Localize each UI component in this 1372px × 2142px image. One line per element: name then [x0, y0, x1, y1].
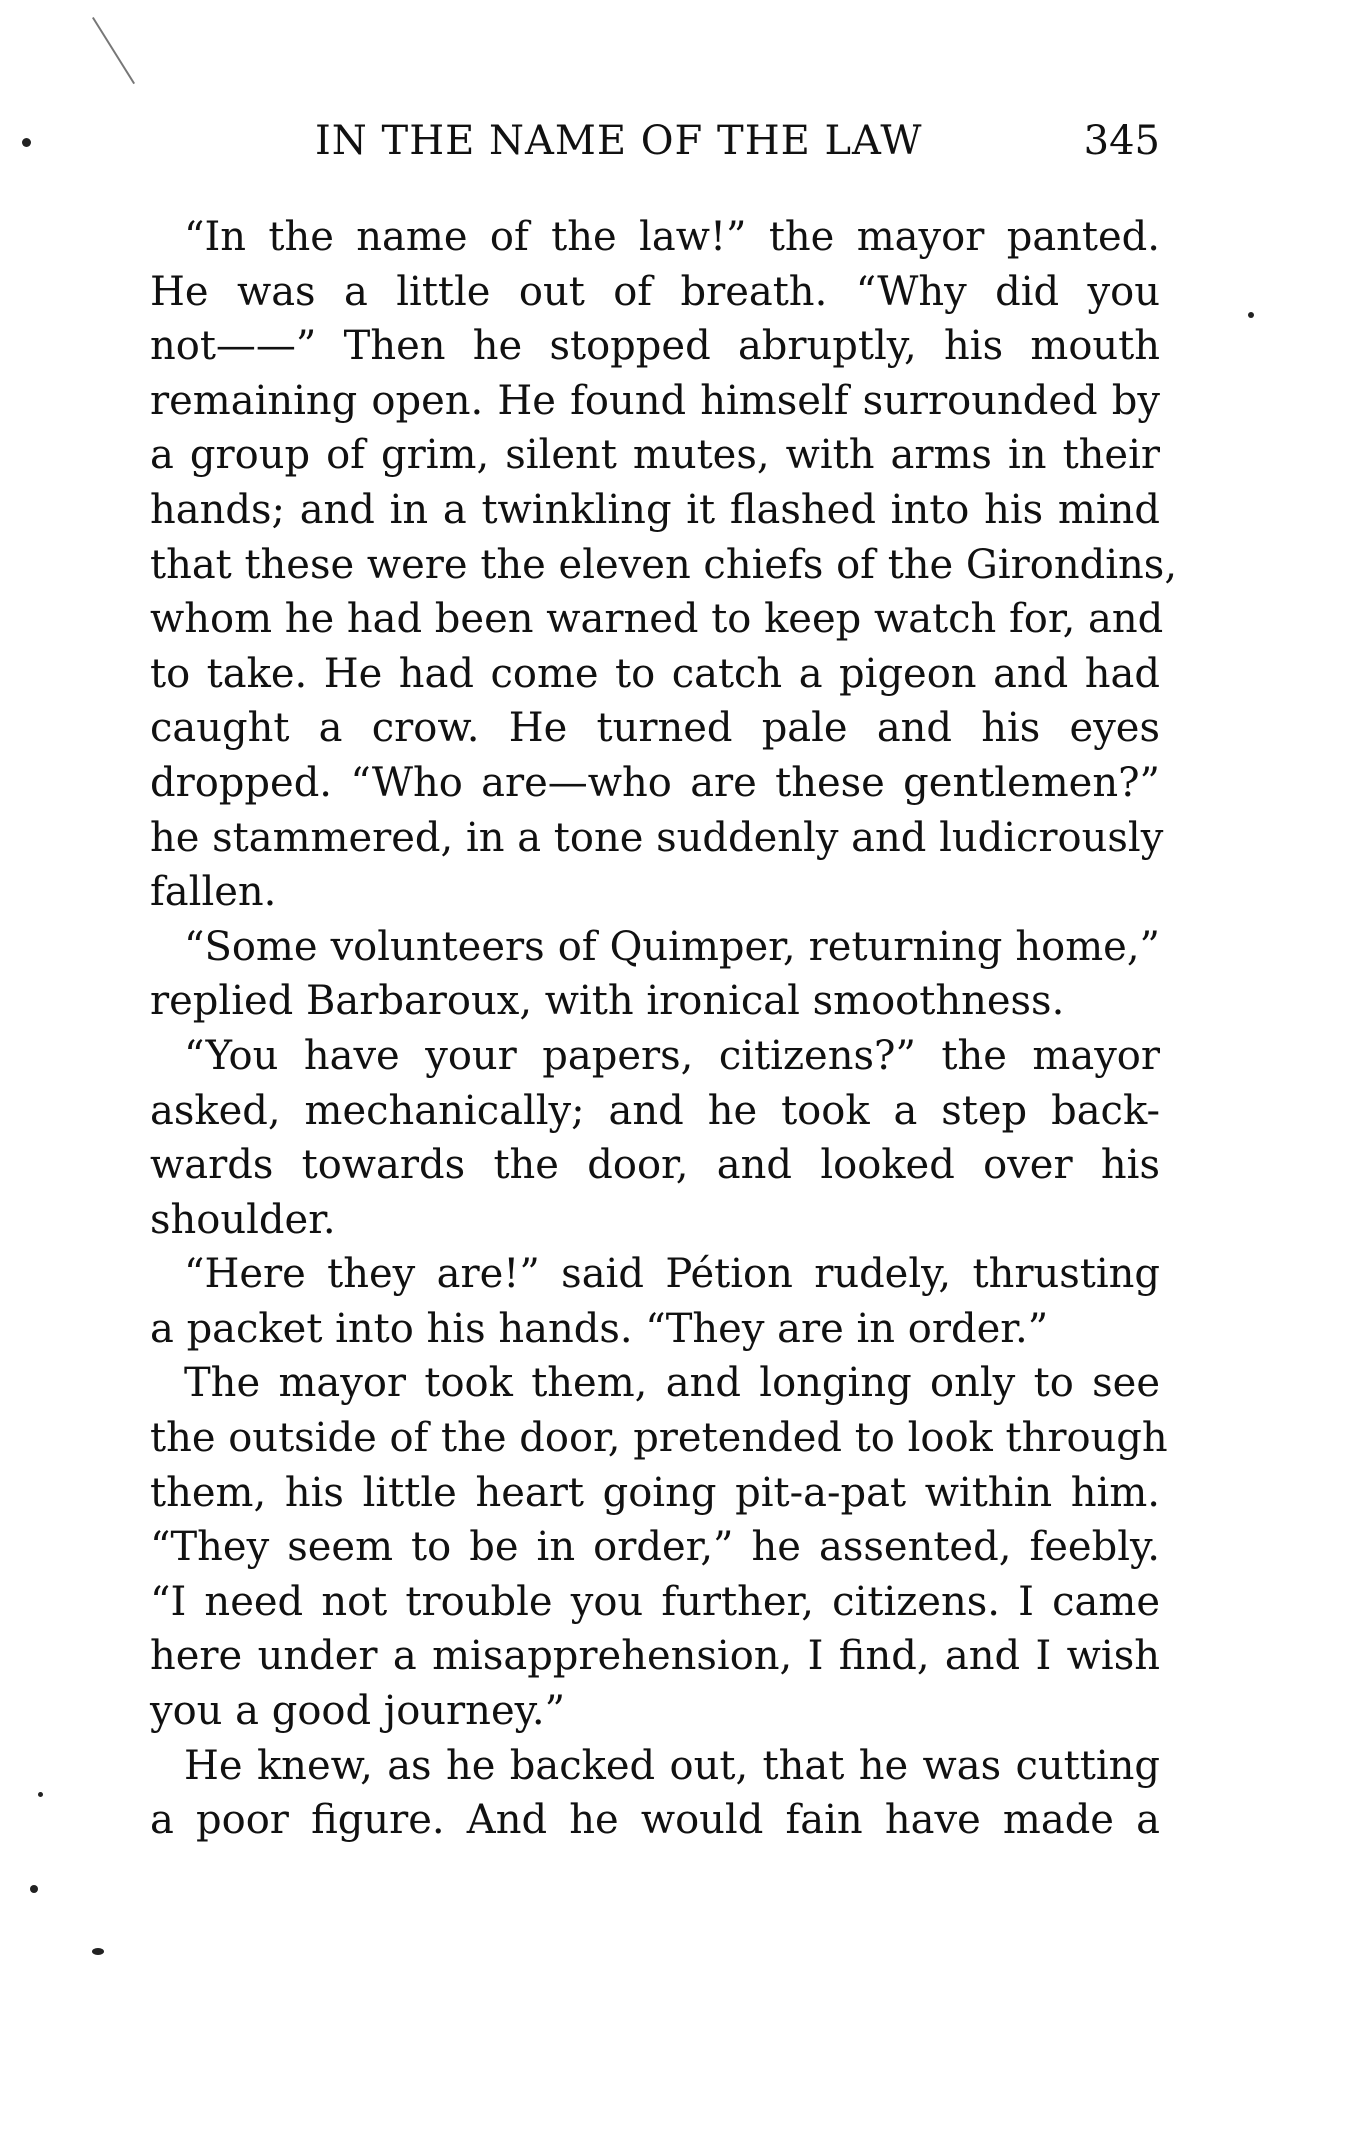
running-title: IN THE NAME OF THE LAW	[315, 118, 923, 164]
running-head	[150, 118, 1160, 178]
text-line: “Some volunteers of Quimper, returning home,”	[184, 923, 1160, 970]
text-line: fallen.	[150, 869, 277, 916]
ink-speck	[30, 1885, 38, 1893]
text-line: a group of grim, silent mutes, with arms in their	[150, 432, 1160, 479]
text-line: a packet into his hands. “They are in order.”	[150, 1305, 1049, 1352]
text-line: to take. He had come to catch a pigeon and had	[150, 650, 1160, 697]
text-line: shoulder.	[150, 1196, 336, 1243]
text-line: The mayor took them, and longing only to see	[184, 1360, 1160, 1407]
text-line: hands; and in a twinkling it flashed into his mind	[150, 486, 1160, 533]
ink-speck	[1248, 312, 1254, 318]
scan-mark-stroke	[92, 17, 135, 84]
page-number: 345	[1083, 118, 1160, 164]
text-line: dropped. “Who are—who are these gentlemen?”	[150, 759, 1160, 806]
ink-speck	[92, 1948, 104, 1955]
body-text	[150, 210, 1178, 1848]
text-line: “Here they are!” said Pétion rudely, thrusting	[184, 1251, 1160, 1298]
text-line: he stammered, in a tone suddenly and ludicrously	[150, 814, 1164, 861]
text-line: whom he had been warned to keep watch for, and	[150, 596, 1164, 643]
ink-speck	[22, 138, 31, 147]
text-line: He was a little out of breath. “Why did you	[150, 268, 1160, 315]
text-line: “In the name of the law!” the mayor panted.	[184, 214, 1160, 260]
text-line: remaining open. He found himself surrounded by	[150, 377, 1160, 424]
text-line: a poor figure. And he would fain have made a	[150, 1797, 1160, 1844]
text-line: not——” Then he stopped abruptly, his mouth	[150, 323, 1160, 370]
text-line: “They seem to be in order,” he assented, feebly.	[150, 1524, 1160, 1571]
text-line: that these were the eleven chiefs of the Girondins,	[150, 541, 1178, 588]
ink-speck	[38, 1792, 43, 1797]
text-line: here under a misapprehension, I find, and I wish	[150, 1633, 1160, 1680]
text-line: caught a crow. He turned pale and his eyes	[150, 705, 1160, 752]
text-line: replied Barbaroux, with ironical smoothness.	[150, 978, 1065, 1025]
text-line: asked, mechanically; and he took a step back-	[150, 1087, 1160, 1134]
text-line: them, his little heart going pit-a-pat within him.	[150, 1469, 1160, 1516]
text-line: “I need not trouble you further, citizens. I came	[150, 1578, 1160, 1625]
text-line: wards towards the door, and looked over his	[150, 1142, 1160, 1189]
text-line: you a good journey.”	[150, 1688, 566, 1735]
text-line: He knew, as he backed out, that he was cutting	[184, 1742, 1160, 1789]
text-line: “You have your papers, citizens?” the mayor	[184, 1032, 1160, 1079]
text-line: the outside of the door, pretended to look through	[150, 1415, 1168, 1462]
